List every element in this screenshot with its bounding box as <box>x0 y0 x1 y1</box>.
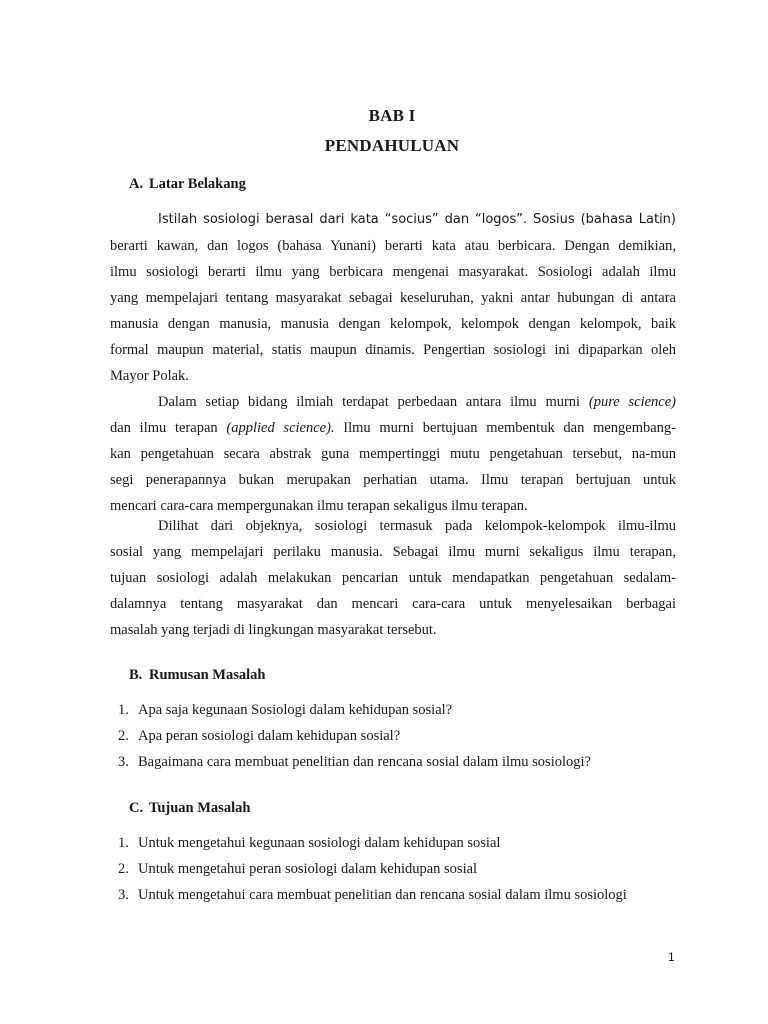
paragraph-line: Mayor Polak. <box>110 368 189 384</box>
paragraph-line: segi penerapannya bukan merupakan perhatian utama. Ilmu terapan bertujuan untuk <box>110 472 676 488</box>
paragraph-text: Ilmu murni bertujuan membentuk dan mengembang- <box>343 420 676 436</box>
paragraph-line: tujuan sosiologi adalah melakukan pencarian untuk mendapatkan pengetahuan sedalam- <box>110 570 676 586</box>
paragraph-text: Dalam setiap bidang ilmiah terdapat perbedaan antara ilmu murni <box>158 394 581 410</box>
paragraph-3 <box>110 513 676 643</box>
list-text: Untuk mengetahui cara membuat penelitian dan rencana sosial dalam ilmu sosiologi <box>138 887 627 903</box>
paragraph-line: berarti kawan, dan logos (bahasa Yunani) berarti kata atau berbicara. Dengan demikian, <box>110 238 676 254</box>
paragraph-line: masalah yang terjadi di lingkungan masyarakat tersebut. <box>110 622 437 638</box>
section-c-heading <box>129 800 250 817</box>
list-item <box>118 723 591 749</box>
list-number: 3. <box>118 754 129 770</box>
list-item <box>118 856 627 882</box>
paragraph-line: manusia dengan manusia, manusia dengan kelompok, kelompok dengan kelompok, baik <box>110 316 676 332</box>
problem-list <box>118 697 591 775</box>
list-text: Apa saja kegunaan Sosiologi dalam kehidupan sosial? <box>138 702 453 718</box>
paragraph-line: mencari cara-cara mempergunakan ilmu terapan sekaligus ilmu terapan. <box>110 498 528 514</box>
list-text: Untuk mengetahui kegunaan sosiologi dalam kehidupan sosial <box>138 835 501 851</box>
paragraph-line <box>110 415 676 441</box>
section-c-title: Tujuan Masalah <box>149 800 251 816</box>
objective-list <box>118 830 627 908</box>
list-item <box>118 749 591 775</box>
list-number: 2. <box>118 728 129 744</box>
paragraph-line: Dilihat dari objeknya, sosiologi termasuk pada kelompok-kelompok ilmu-ilmu <box>158 518 676 534</box>
paragraph-2 <box>110 389 676 519</box>
paragraph-line: formal maupun material, statis maupun dinamis. Pengertian sosiologi ini dipaparkan oleh <box>110 342 676 358</box>
list-text: Bagaimana cara membuat penelitian dan rencana sosial dalam ilmu sosiologi? <box>138 754 591 770</box>
section-a-title: Latar Belakang <box>149 176 246 192</box>
paragraph-line: sosial yang mempelajari perilaku manusia. Sebagai ilmu murni sekaligus ilmu terapan, <box>110 544 676 560</box>
italic-term: (applied science). <box>226 420 335 436</box>
italic-term: (pure science) <box>588 394 676 410</box>
paragraph-line <box>110 389 676 415</box>
section-c-letter: C. <box>129 800 144 816</box>
paragraph-line: kan pengetahuan secara abstrak guna mempertinggi mutu pengetahuan tersebut, na-mun <box>110 446 676 462</box>
list-item <box>118 830 627 856</box>
list-number: 1. <box>118 702 129 718</box>
paragraph-line: ilmu sosiologi berarti ilmu yang berbicara mengenai masyarakat. Sosiologi adalah ilmu <box>110 264 676 280</box>
paragraph-line: Istilah sosiologi berasal dari kata “socius” dan “logos”. Sosius (bahasa Latin) <box>158 212 676 227</box>
paragraph-line: dalamnya tentang masyarakat dan mencari cara-cara untuk menyelesaikan berbagai <box>110 596 676 612</box>
paragraph-1 <box>110 207 676 389</box>
section-a-heading <box>129 176 246 193</box>
list-number: 2. <box>118 861 129 877</box>
section-a-letter: A. <box>129 176 144 192</box>
paragraph-text: dan ilmu terapan <box>110 420 218 436</box>
page-number: 1 <box>668 950 675 964</box>
section-b-title: Rumusan Masalah <box>149 667 266 683</box>
paragraph-line: yang mempelajari tentang masyarakat sebagai keseluruhan, yakni antar hubungan di antara <box>110 290 676 306</box>
list-item <box>118 697 591 723</box>
list-text: Untuk mengetahui peran sosiologi dalam kehidupan sosial <box>138 861 478 877</box>
list-number: 3. <box>118 887 129 903</box>
list-item <box>118 882 627 908</box>
chapter-title: PENDAHULUAN <box>324 136 460 155</box>
section-b-heading <box>129 667 265 684</box>
list-number: 1. <box>118 835 129 851</box>
chapter-label: BAB I <box>368 106 416 125</box>
section-b-letter: B. <box>129 667 143 683</box>
list-text: Apa peran sosiologi dalam kehidupan sosial? <box>138 728 401 744</box>
